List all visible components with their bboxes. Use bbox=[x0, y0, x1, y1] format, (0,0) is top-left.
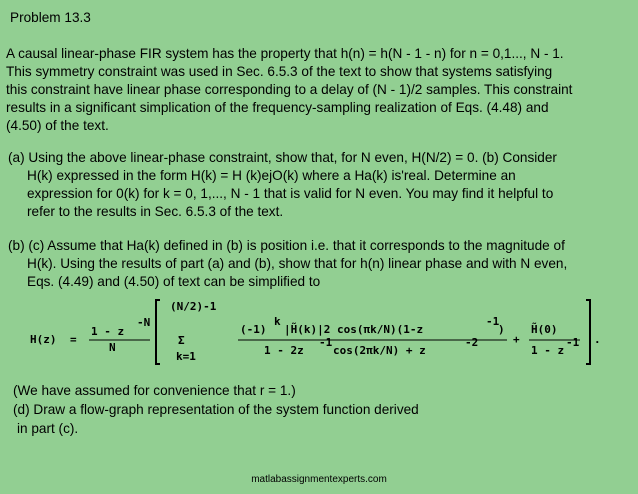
term-denominator: 1 - 2z bbox=[264, 344, 304, 357]
intro-line: results in a significant simplication of the frequency-sampling realization of Eqs. (4.48) and bbox=[6, 100, 549, 115]
h0-denominator-exponent: -1 bbox=[566, 336, 580, 349]
h0-denominator: 1 - z bbox=[531, 344, 565, 357]
problem-title: Problem 13.3 bbox=[10, 10, 91, 25]
term-denominator-rest: cos(2πk/N) + z bbox=[333, 344, 426, 357]
term-numerator-exponent-2: -1 bbox=[486, 315, 500, 328]
part-a-line: refer to the results in Sec. 6.5.3 of the text. bbox=[27, 204, 284, 219]
term-denominator-exponent: -1 bbox=[319, 336, 333, 349]
part-a-line: H(k) expressed in the form H(k) = H (k)ejO(k) where a Ha(k) is'real. Determine an bbox=[27, 168, 516, 183]
formula-lhs: H(z) bbox=[30, 333, 57, 346]
intro-paragraph bbox=[6, 45, 572, 135]
right-bracket bbox=[586, 300, 590, 364]
term-denominator-exponent-2: -2 bbox=[465, 336, 479, 349]
left-bracket bbox=[156, 300, 160, 364]
sum-lower-limit: k=1 bbox=[176, 350, 196, 363]
part-a-body bbox=[27, 167, 553, 221]
sum-upper-limit: (N/2)-1 bbox=[170, 300, 217, 313]
footer-watermark: matlabassignmentexperts.com bbox=[251, 474, 387, 485]
intro-line: this constraint have linear phase corresponding to a delay of (N - 1)/2 samples. This constraint bbox=[6, 82, 573, 97]
term-numerator-exponent: k bbox=[274, 315, 281, 328]
part-a-line: expression for 0(k) for k = 0, 1,..., N - 1 that is valid for N even. You may find it helpful to bbox=[27, 186, 554, 201]
sum-symbol: Σ bbox=[178, 334, 185, 347]
formula-equals: = bbox=[70, 333, 77, 346]
term-numerator-close: ) bbox=[498, 323, 505, 336]
part-b-line: Eqs. (4.49) and (4.50) of text can be simplified to bbox=[27, 274, 321, 289]
term-numerator: |H̃(k)|2 cos(πk/N)(1-z bbox=[284, 323, 424, 336]
formula-end-period: . bbox=[594, 333, 601, 346]
intro-line: This symmetry constraint was used in Sec. 6.5.3 of the text to show that systems satisfying bbox=[6, 64, 553, 79]
h0-numerator: H̃(0) bbox=[531, 323, 558, 336]
part-b-first-line: (b) (c) Assume that Ha(k) defined in (b) is position i.e. that it corresponds to the magnitude of bbox=[8, 238, 565, 253]
term-numerator-sign: (-1) bbox=[240, 323, 267, 336]
part-b-line: H(k). Using the results of part (a) and (b), show that for h(n) linear phase and with N even, bbox=[27, 256, 568, 271]
assumption-note: (We have assumed for convenience that r = 1.) bbox=[13, 383, 296, 398]
formula-plus: + bbox=[513, 333, 520, 346]
formula-prefix-numerator: 1 - z bbox=[91, 325, 125, 338]
formula bbox=[0, 288, 638, 370]
part-b-body bbox=[27, 255, 567, 291]
part-a-first-line: (a) Using the above linear-phase constraint, show that, for N even, H(N/2) = 0. (b) Consider bbox=[8, 150, 557, 165]
part-d-line: in part (c). bbox=[17, 421, 79, 436]
intro-line: (4.50) of the text. bbox=[6, 118, 109, 133]
intro-line: A causal linear-phase FIR system has the property that h(n) = h(N - 1 - n) for n = 0,1..., N - 1. bbox=[6, 46, 564, 61]
formula-prefix-denominator: N bbox=[109, 341, 116, 354]
formula-prefix-exponent: -N bbox=[137, 316, 151, 329]
part-d-line: (d) Draw a flow-graph representation of the system function derived bbox=[13, 402, 419, 417]
